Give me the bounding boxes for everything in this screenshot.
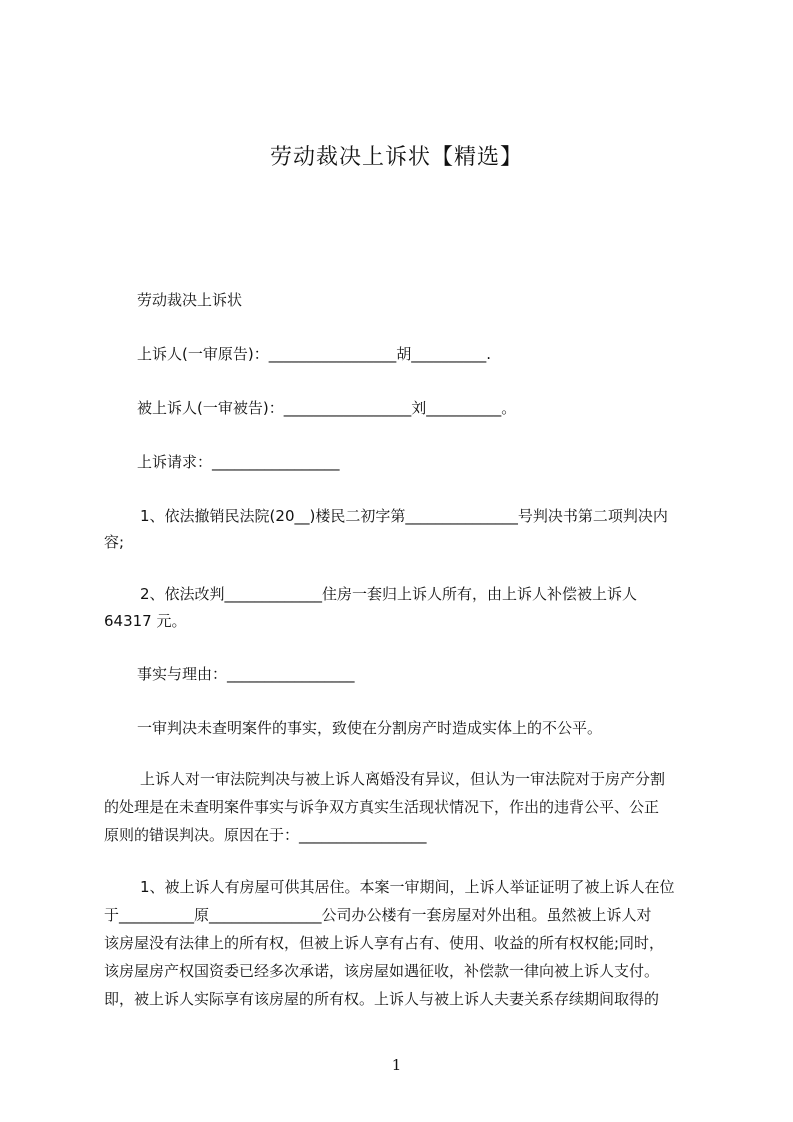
- paragraph-1-line: 原则的错误判决。原因在于：_________________: [104, 826, 427, 844]
- request-2-line-1: 2、依法改判_____________住房一套归上诉人所有，由上诉人补偿被上诉人: [140, 585, 638, 603]
- paragraph-2-line: 该房屋房产权国资委已经多次承诺，该房屋如遇征收，补偿款一律向被上诉人支付。: [104, 962, 660, 980]
- paragraph-2: [104, 873, 700, 1013]
- paragraph-1: [104, 765, 700, 849]
- request-2-line-2: 64317 元。: [104, 612, 187, 630]
- paragraph-2-line: 1、被上诉人有房屋可供其居住。本案一审期间，上诉人举证证明了被上诉人在位: [140, 878, 675, 896]
- facts-summary: 一审判决未查明案件的事实，致使在分割房产时造成实体上的不公平。: [137, 719, 603, 737]
- request-1-line-2: 容;: [104, 533, 125, 551]
- paragraph-2-line: 于__________原_______________公司办公楼有一套房屋对外出租。虽然被上诉人对: [104, 906, 652, 924]
- document-heading: 劳动裁决上诉状: [137, 291, 243, 309]
- request-1-line-1: 1、依法撤销民法院(20__)楼民二初字第_______________号判决书第二项判决内: [140, 507, 668, 525]
- request-label: 上诉请求：_________________: [137, 453, 340, 471]
- paragraph-1-line: 的处理是在未查明案件事实与诉争双方真实生活现状情况下，作出的违背公平、公正: [104, 798, 660, 816]
- facts-label: 事实与理由：_________________: [137, 665, 355, 683]
- paragraph-1-line: 上诉人对一审法院判决与被上诉人离婚没有异议，但认为一审法院对于房产分割: [140, 770, 666, 788]
- document-title: 劳动裁决上诉状【精选】: [269, 145, 523, 170]
- paragraph-2-line: 该房屋没有法律上的所有权，但被上诉人享有占有、使用、收益的所有权权能;同时，: [104, 934, 665, 952]
- page-number: 1: [391, 1056, 402, 1074]
- appellee-line: 被上诉人(一审被告)：_________________刘__________。: [137, 399, 517, 417]
- appellant-line: 上诉人(一审原告)：_________________胡__________.: [137, 345, 491, 363]
- paragraph-2-line: 即，被上诉人实际享有该房屋的所有权。上诉人与被上诉人夫妻关系存续期间取得的: [104, 990, 660, 1008]
